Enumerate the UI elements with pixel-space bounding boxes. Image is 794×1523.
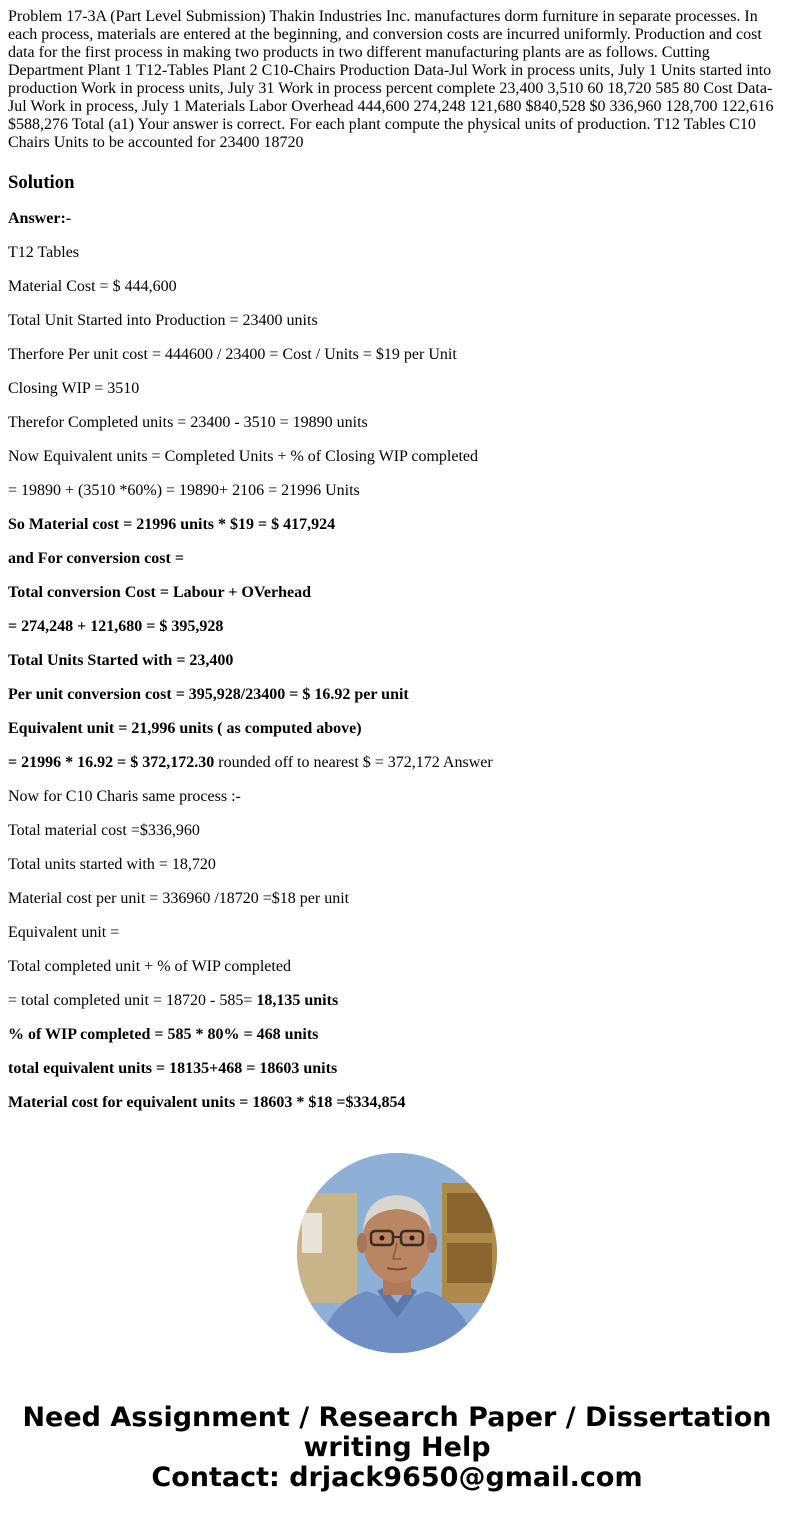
- solution-line-text: % of WIP completed = 585 * 80% = 468 units: [8, 1026, 319, 1043]
- solution-line: [8, 720, 786, 738]
- solution-line: [8, 992, 786, 1010]
- solution-line: [8, 856, 786, 874]
- solution-line: [8, 686, 786, 704]
- solution-line-text: Total Unit Started into Production = 23400 units: [8, 312, 318, 329]
- solution-body: [8, 210, 786, 1112]
- solution-line: [8, 788, 786, 806]
- solution-line: [8, 890, 786, 908]
- solution-line-text: Equivalent unit = 21,996 units ( as computed above): [8, 720, 362, 737]
- solution-line: [8, 448, 786, 466]
- solution-line: [8, 312, 786, 330]
- solution-line: [8, 244, 786, 262]
- solution-line-text: Closing WIP = 3510: [8, 380, 140, 397]
- solution-line-text: Total units started with = 18,720: [8, 856, 216, 873]
- solution-line-suffix: 18,135 units: [256, 992, 339, 1009]
- solution-line-text: Material Cost = $ 444,600: [8, 278, 177, 295]
- solution-line-text: T12 Tables: [8, 244, 80, 261]
- solution-line: [8, 1060, 786, 1078]
- solution-line: [8, 822, 786, 840]
- solution-line: [8, 516, 786, 534]
- question-text: Problem 17-3A (Part Level Submission) Thakin Industries Inc. manufactures dorm furniture in separate processes. In each process, materials are entered at the beginning, and conversion costs are incurred uniformly. Production and cost data for the first process in making two products in two different manufacturing plants are as follows. Cutting Department Plant 1 T12-Tables Plant 2 C10-Chairs Production Data-Jul Work in process units, July 1 Units started into production Work in process units, July 31 Work in process percent complete 23,400 3,510 60 18,720 585 80 Cost Data-Jul Work in process, July 1 Materials Labor Overhead 444,600 274,248 121,680 $840,528 $0 336,960 128,700 122,616 $588,276 Total (a1) Your answer is correct. For each plant compute the physical units of production. T12 Tables C10 Chairs Units to be accounted for 23400 18720: [8, 8, 774, 151]
- solution-line: [8, 754, 786, 772]
- solution-line: [8, 482, 786, 500]
- promo-line-2: writing Help: [303, 1432, 491, 1463]
- solution-heading: Solution: [8, 172, 75, 193]
- solution-line-text: = 19890 + (3510 *60%) = 19890+ 2106 = 21996 Units: [8, 482, 360, 499]
- solution-line: [8, 346, 786, 364]
- solution-line-text: Now for C10 Charis same process :-: [8, 788, 241, 805]
- solution-line-text: total equivalent units = 18135+468 = 18603 units: [8, 1060, 338, 1077]
- solution-line-text: Equivalent unit =: [8, 924, 120, 941]
- author-avatar: [297, 1153, 497, 1353]
- solution-line-text: = 274,248 + 121,680 = $ 395,928: [8, 618, 224, 635]
- author-photo: [297, 1153, 497, 1353]
- solution-line: [8, 414, 786, 432]
- promo-banner: [0, 1403, 794, 1493]
- solution-line: [8, 278, 786, 296]
- solution-line: [8, 210, 786, 228]
- solution-line-text: Material cost for equivalent units = 18603 * $18 =$334,854: [8, 1094, 406, 1111]
- document-content: [8, 8, 786, 1112]
- solution-line-text: So Material cost = 21996 units * $19 = $ 417,924: [8, 516, 336, 533]
- solution-line: [8, 584, 786, 602]
- solution-line: [8, 618, 786, 636]
- solution-line: [8, 550, 786, 568]
- solution-line-suffix: rounded off to nearest $ = 372,172 Answer: [214, 754, 493, 771]
- solution-line-text: Therfore Per unit cost = 444600 / 23400 = Cost / Units = $19 per Unit: [8, 346, 457, 363]
- solution-line: [8, 1094, 786, 1112]
- solution-line-text: and For conversion cost =: [8, 550, 184, 567]
- solution-line-text: Per unit conversion cost = 395,928/23400 = $ 16.92 per unit: [8, 686, 409, 703]
- solution-line-text: = total completed unit = 18720 - 585=: [8, 992, 257, 1009]
- solution-line: [8, 958, 786, 976]
- solution-line: [8, 1026, 786, 1044]
- solution-line-text: Therefor Completed units = 23400 - 3510 = 19890 units: [8, 414, 368, 431]
- solution-line-text: Answer:-: [8, 210, 72, 227]
- solution-line-text: Now Equivalent units = Completed Units + % of Closing WIP completed: [8, 448, 478, 465]
- solution-line-text: Material cost per unit = 336960 /18720 =$18 per unit: [8, 890, 350, 907]
- promo-line-1: Need Assignment / Research Paper / Dissertation: [22, 1402, 772, 1433]
- solution-line-text: Total conversion Cost = Labour + OVerhead: [8, 584, 312, 601]
- solution-line-text: = 21996 * 16.92 = $ 372,172.30: [8, 754, 215, 771]
- solution-line-text: Total completed unit + % of WIP completed: [8, 958, 291, 975]
- solution-line: [8, 924, 786, 942]
- solution-line-text: Total material cost =$336,960: [8, 822, 200, 839]
- solution-line-text: Total Units Started with = 23,400: [8, 652, 234, 669]
- promo-contact: Contact: drjack9650@gmail.com: [151, 1462, 643, 1493]
- solution-line: [8, 380, 786, 398]
- solution-line: [8, 652, 786, 670]
